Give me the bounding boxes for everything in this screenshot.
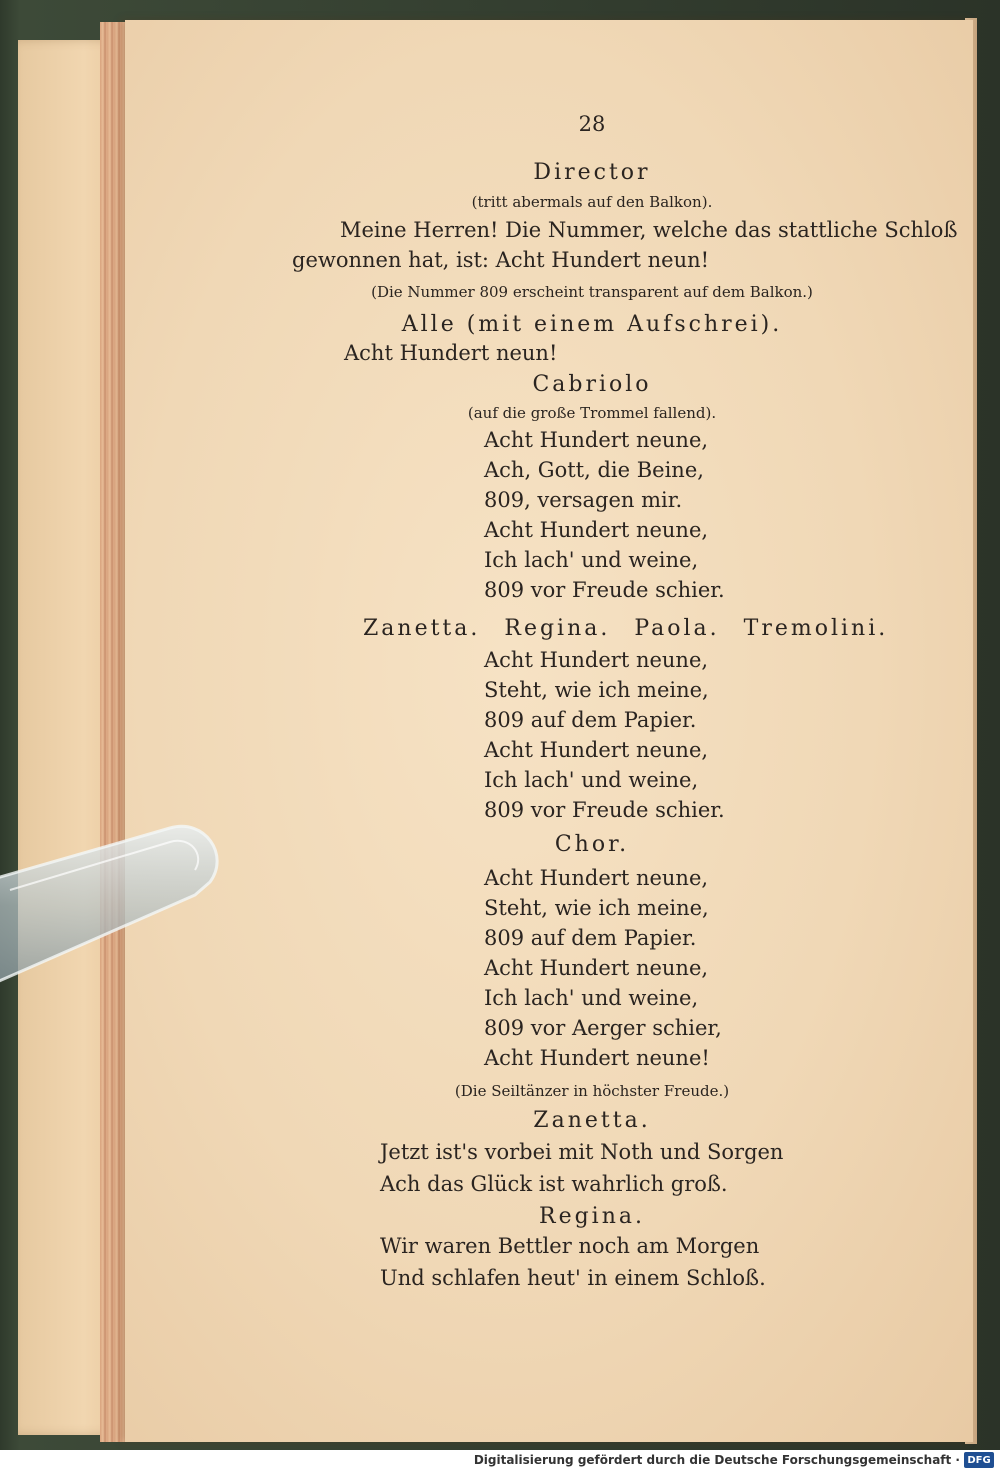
- quartet-verse-3: 809 auf dem Papier.: [484, 708, 697, 732]
- chor-verse-3: 809 auf dem Papier.: [484, 926, 697, 950]
- director-line-1: Meine Herren! Die Nummer, welche das stattliche Schloß: [340, 218, 958, 242]
- regina-heading: Regina.: [539, 1204, 645, 1229]
- chor-verse-7: Acht Hundert neune!: [484, 1046, 710, 1070]
- zanetta-heading: Zanetta.: [533, 1108, 651, 1133]
- quartet-verse-4: Acht Hundert neune,: [484, 738, 709, 762]
- director-heading: Director: [533, 160, 651, 185]
- alle-heading: Alle (mit einem Aufschrei).: [401, 312, 783, 337]
- cabriolo-verse-3: 809, versagen mir.: [484, 488, 683, 512]
- regina-line-1: Wir waren Bettler noch am Morgen: [380, 1234, 760, 1258]
- glass-spatula: [0, 820, 230, 1000]
- chor-verse-6: 809 vor Aerger schier,: [484, 1016, 722, 1040]
- cabriolo-verse-6: 809 vor Freude schier.: [484, 578, 725, 602]
- quartet-verse-6: 809 vor Freude schier.: [484, 798, 725, 822]
- cabriolo-heading: Cabriolo: [532, 372, 652, 397]
- chor-verse-4: Acht Hundert neune,: [484, 956, 709, 980]
- quartet-verse-5: Ich lach' und weine,: [484, 768, 699, 792]
- chor-verse-2: Steht, wie ich meine,: [484, 896, 709, 920]
- seiltaenzer-direction: (Die Seiltänzer in höchster Freude.): [454, 1082, 730, 1100]
- quartet-heading: Zanetta. Regina. Paola. Tremolini.: [363, 616, 889, 641]
- cabriolo-verse-4: Acht Hundert neune,: [484, 518, 709, 542]
- page-number: 28: [578, 112, 606, 136]
- dfg-logo: DFG: [964, 1452, 994, 1468]
- zanetta-line-2: Ach das Glück ist wahrlich groß.: [380, 1172, 728, 1196]
- chor-heading: Chor.: [554, 832, 630, 857]
- cabriolo-verse-1: Acht Hundert neune,: [484, 428, 709, 452]
- quartet-verse-1: Acht Hundert neune,: [484, 648, 709, 672]
- quartet-verse-2: Steht, wie ich meine,: [484, 678, 709, 702]
- stage-direction-809: (Die Nummer 809 erscheint transparent auf dem Balkon.): [371, 283, 813, 301]
- regina-line-2: Und schlafen heut' in einem Schloß.: [380, 1266, 766, 1290]
- cabriolo-verse-2: Ach, Gott, die Beine,: [484, 458, 704, 482]
- director-direction: (tritt abermals auf den Balkon).: [471, 193, 713, 211]
- cabriolo-direction: (auf die große Trommel fallend).: [467, 404, 717, 422]
- cabriolo-verse-5: Ich lach' und weine,: [484, 548, 699, 572]
- zanetta-line-1: Jetzt ist's vorbei mit Noth und Sorgen: [380, 1140, 784, 1164]
- footer-credit: Digitalisierung gefördert durch die Deutsche Forschungsgemeinschaft ·: [473, 1453, 960, 1467]
- chor-verse-1: Acht Hundert neune,: [484, 866, 709, 890]
- chor-verse-5: Ich lach' und weine,: [484, 986, 699, 1010]
- director-line-2: gewonnen hat, ist: Acht Hundert neun!: [292, 248, 710, 272]
- alle-line: Acht Hundert neun!: [344, 341, 558, 365]
